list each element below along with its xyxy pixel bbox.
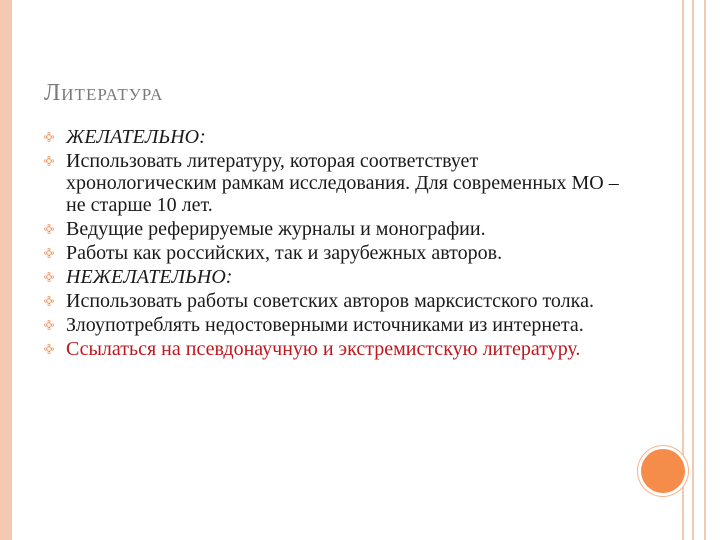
accent-circle bbox=[641, 449, 685, 493]
sun-flower-icon bbox=[44, 224, 54, 234]
sun-flower-icon bbox=[44, 296, 54, 306]
list-item-text: Использовать литературу, которая соответствует хронологическим рамкам исследования. Для современных МО – не старше 10 лет. bbox=[66, 150, 619, 216]
list-item bbox=[44, 338, 624, 360]
slide-title: Литература bbox=[44, 80, 164, 106]
list-item-text: Злоупотреблять недостоверными источниками из интернета. bbox=[66, 314, 584, 336]
sun-flower-icon bbox=[44, 272, 54, 282]
title-divider bbox=[44, 112, 664, 113]
sun-flower-icon bbox=[44, 156, 54, 166]
sun-flower-icon bbox=[44, 248, 54, 258]
left-frame-bar bbox=[0, 0, 12, 540]
list-item-text: Ведущие реферируемые журналы и монографии. bbox=[66, 218, 486, 240]
list-item-text: Использовать работы советских авторов марксистского толка. bbox=[66, 290, 594, 312]
list-item bbox=[44, 150, 624, 216]
list-item bbox=[44, 218, 624, 240]
sun-flower-icon bbox=[44, 320, 54, 330]
list-item bbox=[44, 126, 624, 148]
list-item bbox=[44, 314, 624, 336]
sun-flower-icon bbox=[44, 344, 54, 354]
list-item bbox=[44, 242, 624, 264]
right-frame-stripes bbox=[682, 0, 720, 540]
list-item bbox=[44, 290, 624, 312]
sun-flower-icon bbox=[44, 132, 54, 142]
list-item-text: НЕЖЕЛАТЕЛЬНО: bbox=[66, 266, 233, 288]
list-item-text: ЖЕЛАТЕЛЬНО: bbox=[66, 126, 206, 148]
list-item-text: Ссылаться на псевдонаучную и экстремистскую литературу. bbox=[66, 338, 581, 360]
list-item-text: Работы как российских, так и зарубежных авторов. bbox=[66, 242, 503, 264]
list-item bbox=[44, 266, 624, 288]
bullet-list bbox=[44, 126, 624, 362]
